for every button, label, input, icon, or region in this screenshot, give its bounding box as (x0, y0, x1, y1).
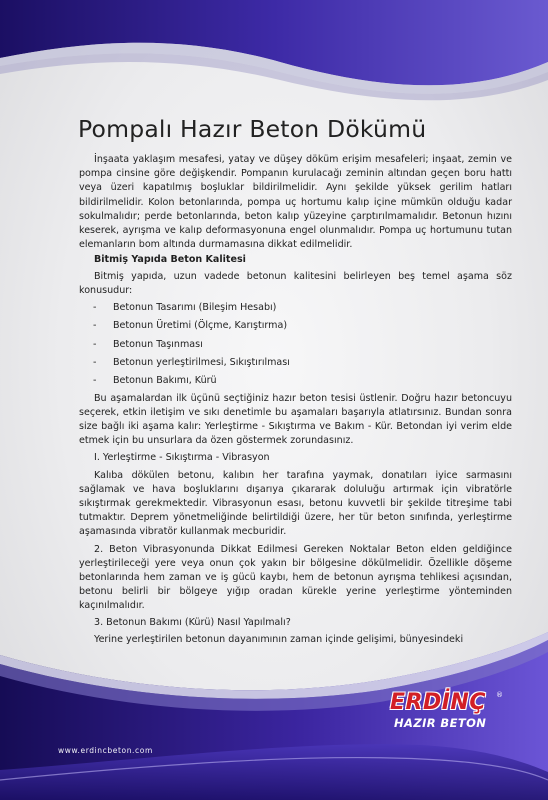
logo-brand-text: ERDİNÇ (390, 690, 486, 715)
section-heading: Bitmiş Yapıda Beton Kalitesi (94, 254, 246, 266)
paragraph: Bu aşamalardan ilk üçünü seçtiğiniz hazır beton tesisi üstlenir. Doğru hazır betoncuyu seçerek, etkin iletişim ve sıkı denetimle bu aşamaları başarıyla atlatırsınız. Bundan sonra size bağlı iki aşama kalır: Yerleştirme - Sıkıştırma ve Bakım - Kür. Betondan iyi verim elde etmek için bu unsurlara da özen göstermek zorundasınız. (79, 392, 512, 447)
list-item-text: Betonun yerleştirilmesi, Sıkıştırılması (113, 356, 290, 368)
dash-marker: - (93, 356, 97, 368)
paragraph: İnşaata yaklaşım mesafesi, yatay ve düşey döküm erişim mesafeleri; inşaat, zemin ve pompa cinsine göre değişkendir. Pompanın kurulacağı zeminin altından geçen boru hattı veya üzeri kapatılmış boşluklar bildirilmelidir. Aynı şekilde yüksek gerilim hatları bildirilmelidir. Kolon betonlarında, pompa uç hortumu kalıp içine mümkün olduğu kadar sokulmalıdır; perde betonlarında, beton kalıp yüzeyine çarptırılmamalıdır. Betonun hızını keserek, ayrışma ve kalıp deformasyonuna engel olunmalıdır. Pompa uç hortumunu tutan elemanların bom altında durmamasına dikkat edilmelidir. (79, 154, 512, 251)
logo-subtitle: HAZIR BETON (394, 716, 487, 730)
page-title: Pompalı Hazır Beton Dökümü (78, 115, 427, 143)
paragraph: Yerine yerleştirilen betonun dayanımının zaman içinde gelişimi, bünyesindeki (94, 633, 464, 645)
stages-list (79, 301, 512, 389)
erdinc-logo (388, 690, 516, 736)
paragraph: Bitmiş yapıda, uzun vadede betonun kalitesini belirleyen beş temel aşama söz konusudur: (79, 270, 512, 296)
list-item (79, 338, 512, 353)
list-item (79, 374, 512, 389)
section-heading: I. Yerleştirme - Sıkıştırma - Vibrasyon (94, 452, 270, 464)
dash-marker: - (93, 375, 97, 387)
list-item (79, 356, 512, 371)
list-item-text: Betonun Üretimi (Ölçme, Karıştırma) (113, 320, 288, 332)
dash-marker: - (93, 302, 97, 314)
dash-marker: - (93, 338, 97, 350)
list-item-text: Betonun Tasarımı (Bileşim Hesabı) (113, 302, 277, 314)
list-item (79, 301, 512, 316)
document-body (79, 153, 512, 647)
paragraph: Kalıba dökülen betonu, kalıbın her tarafına yaymak, donatıları iyice sarmasını sağlamak ve hava boşluklarını dışarıya çıkararak doluluğu artırmak için vibratörle sıkıştırmak gerekmektedir. Vibrasyonun esası, betonu kuvvetli bir şekilde titreşime tabi tutmaktır. Deprem yönetmeliğinde belirtildiği üzere, her tür beton sınıfında, yerleştirme aşamasında vibratör kullanmak mecburidir. (79, 469, 512, 538)
list-item-text: Betonun Taşınması (113, 338, 203, 350)
list-item (79, 319, 512, 334)
dash-marker: - (93, 320, 97, 332)
website-link[interactable]: www.erdincbeton.com (58, 746, 153, 755)
registered-mark: ® (496, 691, 503, 699)
paragraph: 2. Beton Vibrasyonunda Dikkat Edilmesi Gereken Noktalar Beton elden geldiğince yerleştirileceği yere veya onun çok yakın bir bölgesine dökülmelidir. Özellikle döşeme betonlarında hem zaman ve iş gücü kaybı, hem de betonun ayrışma tehlikesi açısından, betonu belirli bir bölgeye yığıp oradan kürekle yerine yerleştirme yönteminden kaçınılmalıdır. (79, 543, 512, 612)
list-item-text: Betonun Bakımı, Kürü (113, 375, 217, 387)
section-heading: 3. Betonun Bakımı (Kürü) Nasıl Yapılmalı? (94, 616, 291, 628)
